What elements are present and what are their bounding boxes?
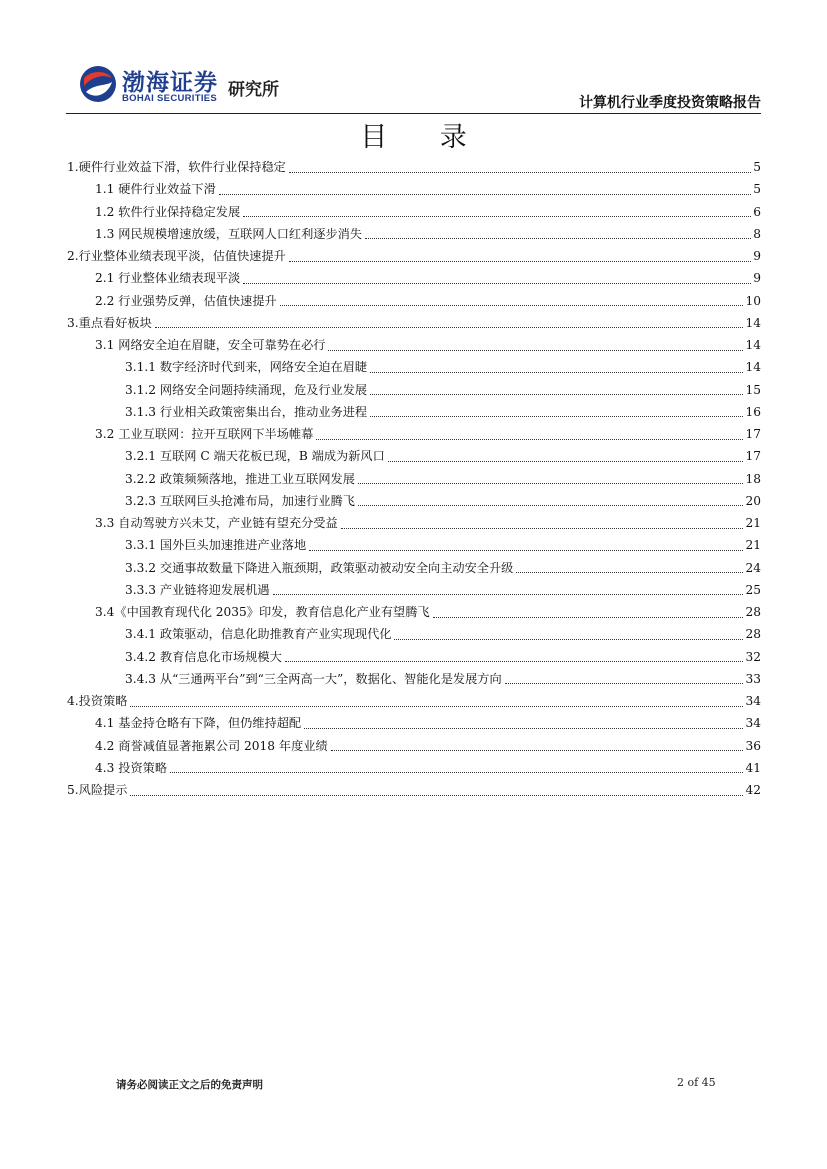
toc-entry[interactable] [66, 401, 761, 423]
toc-entry[interactable] [66, 201, 761, 223]
toc-leader-dots [341, 516, 744, 529]
toc-entry-label: 3.4《中国教育现代化 2035》印发，教育信息化产业有望腾飞 [95, 605, 430, 619]
toc-entry[interactable] [66, 468, 761, 490]
toc-entry-label: 3.4.3 从“三通两平台”到“三全两高一大”，数据化、智能化是发展方向 [125, 671, 502, 686]
toc-entry-label: 3.1.3 行业相关政策密集出台，推动业务进程 [125, 404, 368, 419]
toc-entry-label: 3.1 网络安全迫在眉睫，安全可靠势在必行 [95, 338, 326, 352]
toc-entry[interactable] [66, 757, 761, 779]
toc-entry-page: 17 [745, 427, 761, 441]
toc-entry[interactable] [66, 445, 761, 467]
disclaimer-note: 请务必阅读正文之后的免责声明 [116, 1079, 263, 1091]
toc-entry-label: 1.2 软件行业保持稳定发展 [95, 204, 241, 219]
toc-entry-page: 5 [753, 182, 761, 197]
table-of-contents [66, 156, 761, 801]
toc-entry-label: 2.行业整体业绩表现平淡，估值快速提升 [67, 249, 286, 263]
toc-entry[interactable] [66, 356, 761, 378]
toc-entry-page: 25 [745, 582, 761, 597]
toc-leader-dots [130, 783, 743, 796]
toc-entry-label: 2.2 行业强势反弹，估值快速提升 [95, 293, 277, 308]
toc-leader-dots [358, 471, 744, 484]
toc-entry[interactable] [66, 735, 761, 757]
toc-entry[interactable] [66, 379, 761, 401]
toc-entry-page: 21 [745, 538, 761, 553]
toc-leader-dots [289, 249, 751, 262]
toc-leader-dots [304, 716, 743, 729]
toc-entry-label: 4.1 基金持仓略有下降，但仍维持超配 [95, 716, 302, 731]
toc-entry[interactable] [66, 223, 761, 245]
toc-entry-page: 9 [753, 249, 761, 263]
page-number: 2 of 45 [677, 1076, 716, 1089]
toc-entry-label: 3.1.2 网络安全问题持续涌现，危及行业发展 [125, 382, 368, 397]
toc-entry-page: 8 [753, 226, 761, 241]
toc-leader-dots [243, 271, 751, 284]
toc-entry-label: 3.2 工业互联网：拉开互联网下半场帷幕 [95, 427, 314, 441]
toc-entry-label: 3.2.1 互联网 C 端天花板已现，B 端成为新风口 [125, 449, 385, 464]
header-divider [66, 113, 761, 114]
toc-entry-page: 9 [753, 271, 761, 286]
toc-entry-label: 3.3.2 交通事故数量下降进入瓶颈期，政策驱动被动安全向主动安全升级 [125, 560, 514, 575]
toc-entry-page: 36 [745, 738, 761, 753]
toc-leader-dots [309, 538, 743, 551]
toc-leader-dots [358, 493, 744, 506]
toc-entry-page: 14 [745, 360, 761, 375]
toc-entry[interactable] [66, 334, 761, 356]
toc-leader-dots [280, 293, 744, 306]
toc-entry-page: 24 [745, 560, 761, 575]
toc-entry-page: 28 [745, 605, 761, 619]
toc-entry-label: 5.风险提示 [67, 783, 128, 797]
toc-entry[interactable] [66, 490, 761, 512]
toc-entry[interactable] [66, 557, 761, 579]
toc-leader-dots [273, 582, 744, 595]
toc-leader-dots [394, 627, 743, 640]
toc-leader-dots [433, 605, 744, 618]
toc-entry-page: 20 [745, 493, 761, 508]
toc-entry-label: 3.3.1 国外巨头加速推进产业落地 [125, 538, 307, 553]
toc-entry-page: 32 [745, 649, 761, 664]
toc-entry-page: 5 [753, 160, 761, 174]
toc-entry-label: 1.1 硬件行业效益下滑 [95, 182, 216, 197]
toc-leader-dots [130, 694, 743, 707]
toc-entry[interactable] [66, 423, 761, 445]
toc-entry[interactable] [66, 712, 761, 734]
toc-entry[interactable] [66, 267, 761, 289]
toc-entry-page: 41 [745, 760, 761, 775]
toc-entry[interactable] [66, 623, 761, 645]
logo-english-name: BOHAI SECURITIES [122, 93, 218, 104]
toc-entry-page: 34 [745, 716, 761, 731]
toc-entry-page: 15 [745, 382, 761, 397]
toc-entry-label: 4.2 商誉减值显著拖累公司 2018 年度业绩 [95, 738, 328, 753]
toc-entry[interactable] [66, 312, 761, 334]
toc-entry-label: 4.投资策略 [67, 694, 128, 708]
toc-entry-page: 28 [745, 627, 761, 642]
toc-leader-dots [370, 404, 743, 417]
toc-entry[interactable] [66, 178, 761, 200]
toc-leader-dots [316, 427, 743, 440]
toc-entry-label: 3.3.3 产业链将迎发展机遇 [125, 582, 270, 597]
toc-entry-page: 14 [745, 338, 761, 352]
logo-chinese-name: 渤海证券 [122, 70, 218, 96]
toc-entry-label: 3.重点看好板块 [67, 315, 152, 330]
toc-entry[interactable] [66, 646, 761, 668]
toc-leader-dots [289, 160, 751, 173]
toc-entry[interactable] [66, 512, 761, 534]
toc-leader-dots [328, 338, 743, 351]
toc-entry[interactable] [66, 601, 761, 623]
toc-entry-label: 3.2.2 政策频频落地，推进工业互联网发展 [125, 471, 355, 486]
institute-name: 研究所 [228, 80, 279, 100]
toc-entry[interactable] [66, 534, 761, 556]
toc-entry-page: 6 [753, 204, 761, 219]
toc-entry-page: 18 [745, 471, 761, 486]
toc-leader-dots [505, 671, 744, 684]
toc-entry[interactable] [66, 579, 761, 601]
toc-entry-page: 17 [745, 449, 761, 464]
toc-leader-dots [388, 449, 744, 462]
toc-title: 目 录 [360, 122, 489, 153]
toc-leader-dots [331, 738, 744, 751]
toc-leader-dots [219, 182, 751, 195]
toc-leader-dots [155, 315, 744, 328]
toc-entry-page: 21 [745, 516, 761, 530]
report-title: 计算机行业季度投资策略报告 [579, 95, 761, 111]
toc-entry[interactable] [66, 690, 761, 712]
toc-leader-dots [243, 204, 751, 217]
company-logo [78, 62, 288, 108]
toc-entry-label: 3.1.1 数字经济时代到来，网络安全迫在眉睫 [125, 360, 368, 375]
toc-leader-dots [370, 360, 743, 373]
toc-entry-page: 10 [745, 293, 761, 308]
toc-entry-label: 3.4.1 政策驱动，信息化助推教育产业实现现代化 [125, 627, 392, 642]
toc-entry-page: 42 [745, 783, 761, 797]
toc-entry-label: 1.硬件行业效益下滑，软件行业保持稳定 [67, 160, 286, 174]
toc-entry-label: 3.2.3 互联网巨头抢滩布局，加速行业腾飞 [125, 493, 355, 508]
toc-entry-page: 34 [745, 694, 761, 708]
toc-leader-dots [516, 560, 743, 573]
toc-leader-dots [170, 760, 743, 773]
toc-leader-dots [370, 382, 743, 395]
bohai-logo-icon [78, 64, 118, 104]
toc-entry[interactable] [66, 668, 761, 690]
toc-entry-label: 4.3 投资策略 [95, 760, 168, 775]
toc-entry-page: 16 [745, 404, 761, 419]
toc-entry[interactable] [66, 156, 761, 178]
toc-entry[interactable] [66, 245, 761, 267]
toc-entry[interactable] [66, 290, 761, 312]
toc-leader-dots [365, 226, 751, 239]
toc-leader-dots [285, 649, 744, 662]
toc-entry-label: 2.1 行业整体业绩表现平淡 [95, 271, 241, 286]
toc-entry-page: 14 [745, 315, 761, 330]
toc-entry-label: 3.3 自动驾驶方兴未艾，产业链有望充分受益 [95, 516, 338, 530]
toc-entry-label: 3.4.2 教育信息化市场规模大 [125, 649, 282, 664]
toc-entry-label: 1.3 网民规模增速放缓，互联网人口红利逐步消失 [95, 226, 363, 241]
toc-entry[interactable] [66, 779, 761, 801]
toc-entry-page: 33 [745, 671, 761, 686]
